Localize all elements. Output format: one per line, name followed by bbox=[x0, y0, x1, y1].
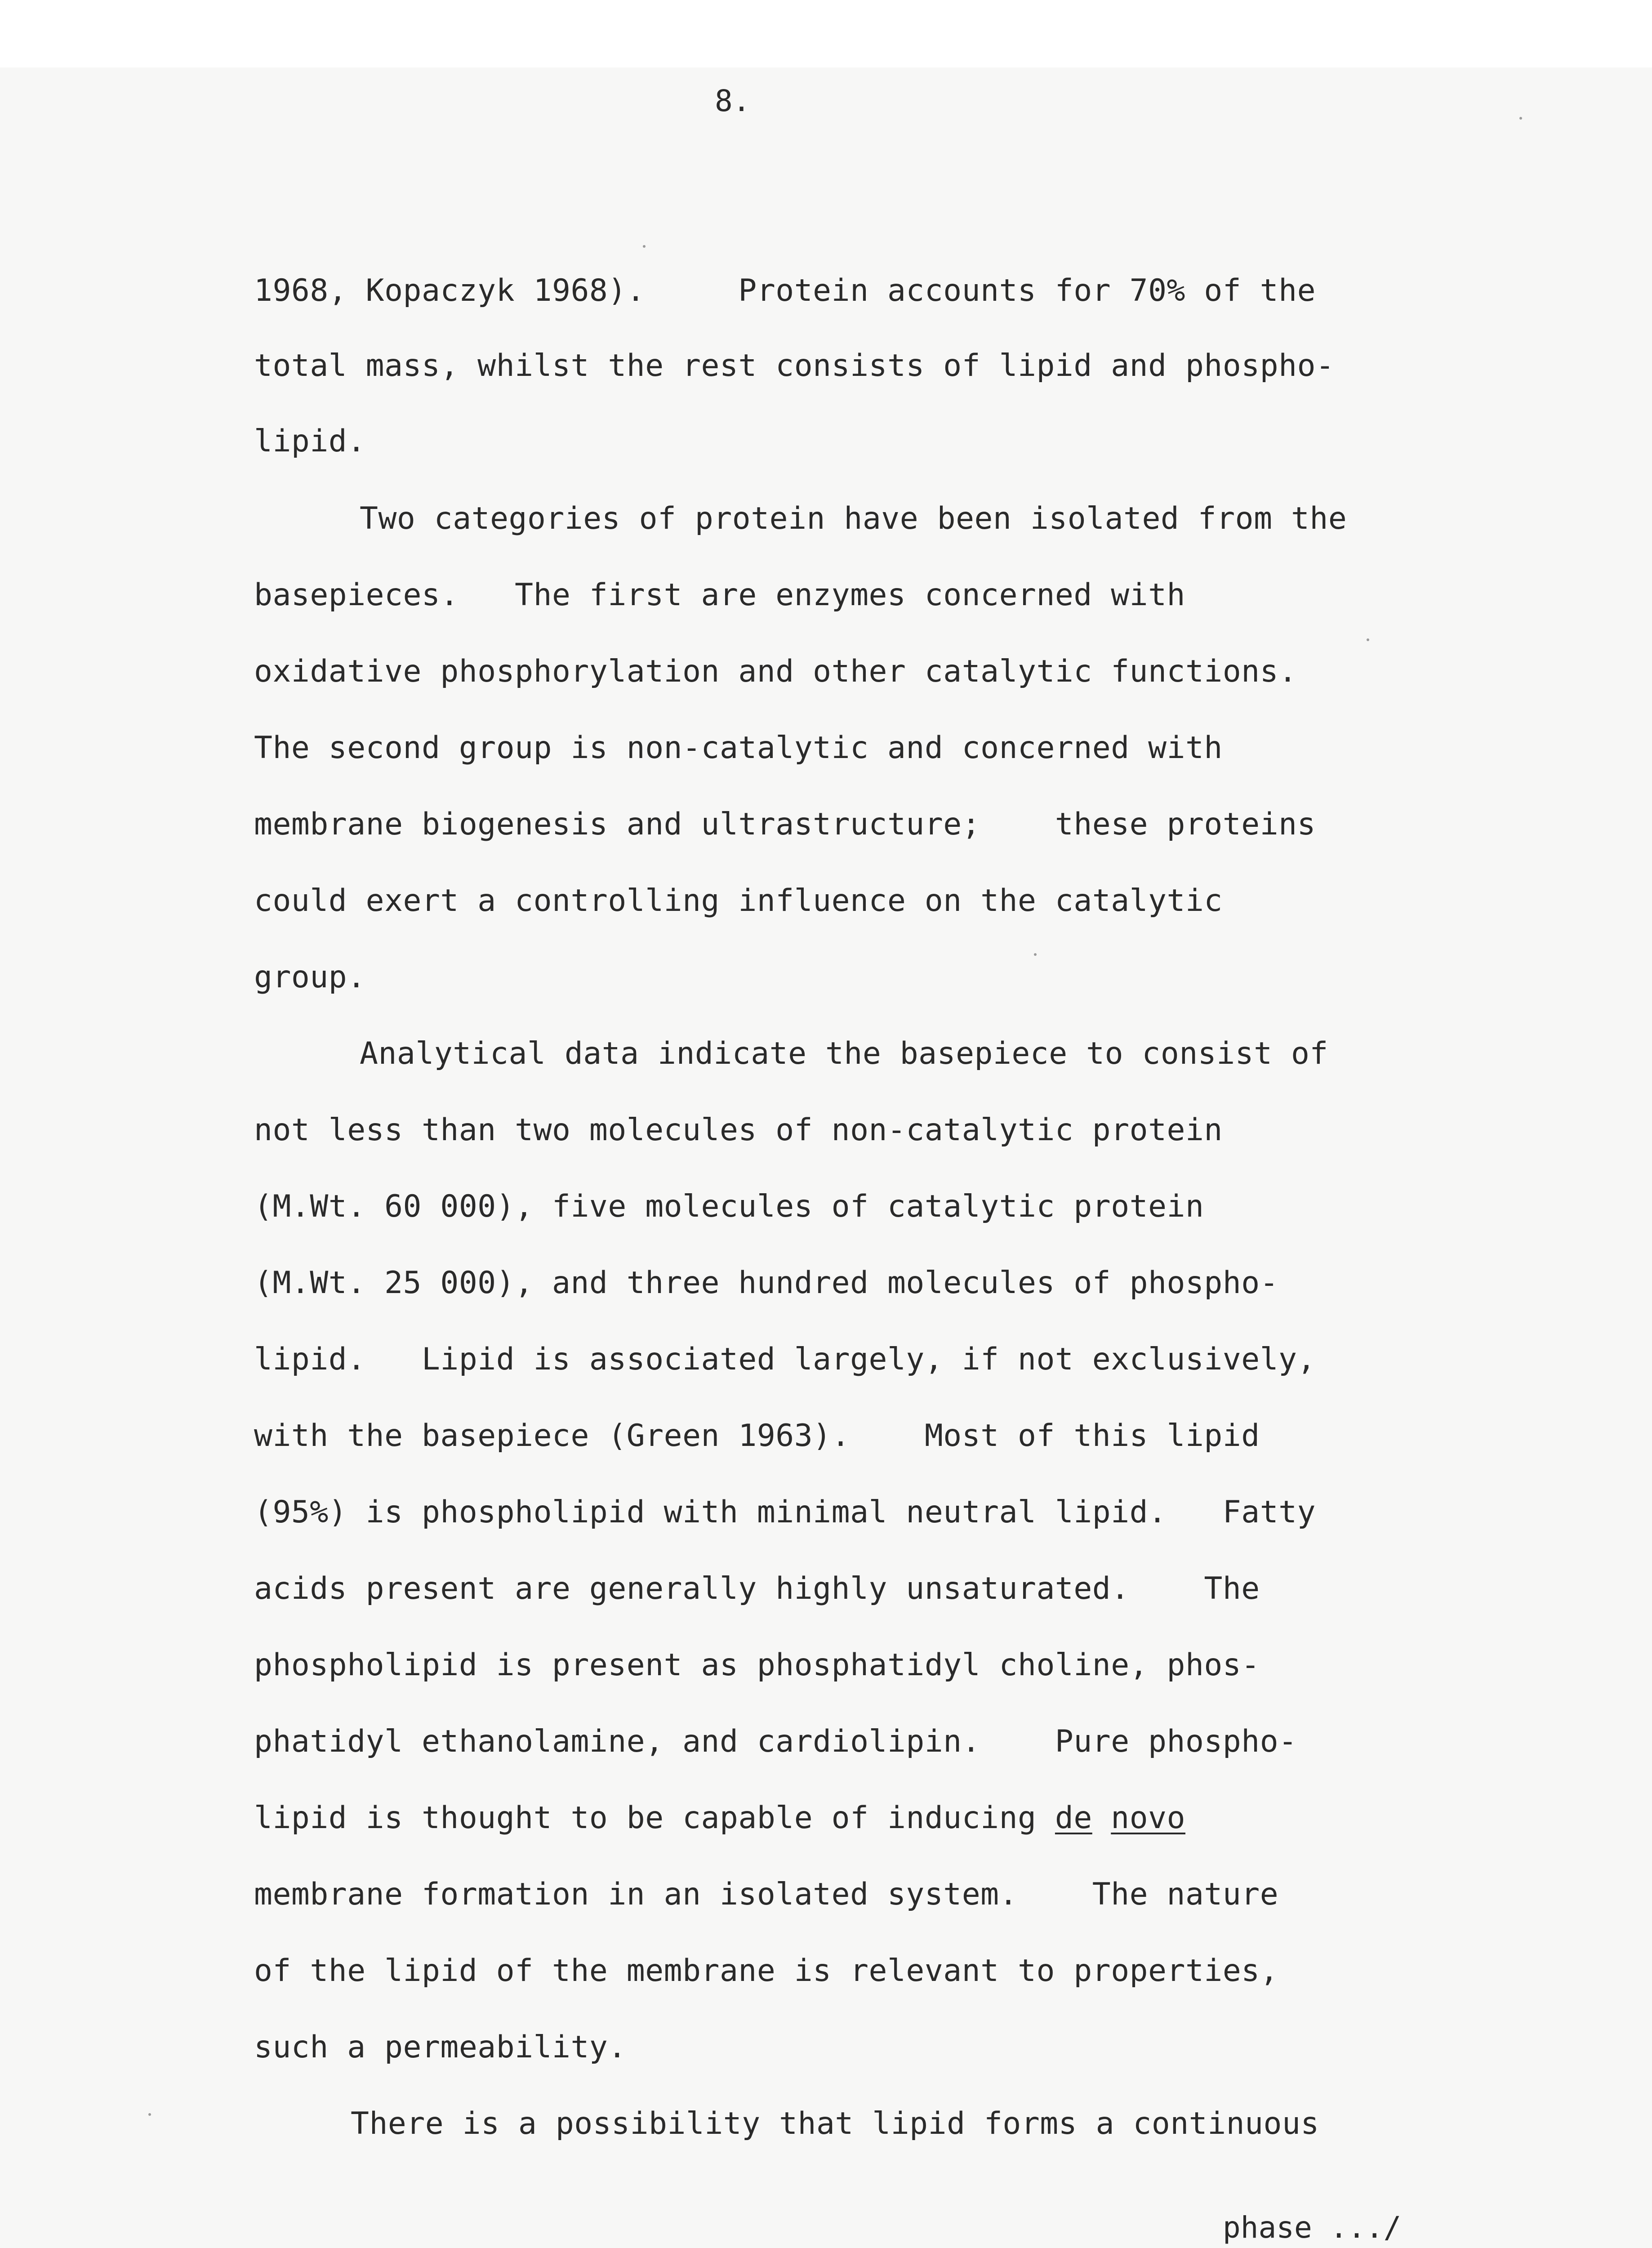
text-line-16: with the basepiece (Green 1963). Most of this lipid bbox=[254, 1418, 1260, 1454]
text-line-23: of the lipid of the membrane is relevant to properties, bbox=[254, 1953, 1279, 1989]
scan-speck bbox=[1034, 953, 1037, 956]
text-line-7: The second group is non-catalytic and concerned with bbox=[254, 730, 1223, 766]
text-line-14: (M.Wt. 25 000), and three hundred molecules of phospho- bbox=[254, 1265, 1279, 1301]
text-line-6: oxidative phosphorylation and other catalytic functions. bbox=[254, 654, 1297, 689]
scan-top-margin bbox=[0, 0, 1652, 67]
text-line-19: phospholipid is present as phosphatidyl choline, phos- bbox=[254, 1647, 1260, 1683]
text-line-4: Two categories of protein have been isolated from the bbox=[360, 501, 1347, 536]
text-line-3: lipid. bbox=[254, 424, 366, 459]
text-line-12: not less than two molecules of non-catalytic protein bbox=[254, 1112, 1223, 1148]
page-number: 8. bbox=[715, 84, 751, 118]
text-line-13: (M.Wt. 60 000), five molecules of catalytic protein bbox=[254, 1189, 1204, 1224]
text-line-18: acids present are generally highly unsaturated. The bbox=[254, 1571, 1260, 1606]
text-line-5: basepieces. The first are enzymes concerned with bbox=[254, 577, 1185, 613]
text-line-15: lipid. Lipid is associated largely, if not exclusively, bbox=[254, 1342, 1316, 1377]
underlined-novo: novo bbox=[1111, 1800, 1186, 1836]
text-line-9: could exert a controlling influence on the catalytic bbox=[254, 883, 1223, 919]
text-line-8: membrane biogenesis and ultrastructure; these proteins bbox=[254, 807, 1316, 842]
text-line-2: total mass, whilst the rest consists of lipid and phospho- bbox=[254, 348, 1335, 384]
scan-speck bbox=[1519, 117, 1522, 120]
scan-speck bbox=[643, 245, 646, 248]
text-line-10: group. bbox=[254, 959, 366, 995]
text-line-25: There is a possibility that lipid forms a continuous bbox=[351, 2106, 1319, 2141]
text-line-24: such a permeability. bbox=[254, 2029, 627, 2065]
text-line-1: 1968, Kopaczyk 1968). Protein accounts for 70% of the bbox=[254, 273, 1316, 308]
underlined-de: de bbox=[1055, 1800, 1092, 1836]
text-line-20: phatidyl ethanolamine, and cardiolipin. Pure phospho- bbox=[254, 1724, 1297, 1759]
scan-speck bbox=[148, 2113, 151, 2116]
text-line-21-space bbox=[1092, 1800, 1111, 1836]
text-line-11: Analytical data indicate the basepiece to consist of bbox=[360, 1036, 1328, 1071]
text-line-22: membrane formation in an isolated system. The nature bbox=[254, 1877, 1279, 1912]
text-line-17: (95%) is phospholipid with minimal neutral lipid. Fatty bbox=[254, 1494, 1316, 1530]
text-line-21 bbox=[254, 1799, 1185, 1837]
text-line-21-start: lipid is thought to be capable of inducing bbox=[254, 1800, 1055, 1836]
catchword: phase .../ bbox=[1223, 2210, 1402, 2245]
scan-speck bbox=[1367, 638, 1369, 641]
typewritten-page bbox=[0, 67, 1652, 2248]
